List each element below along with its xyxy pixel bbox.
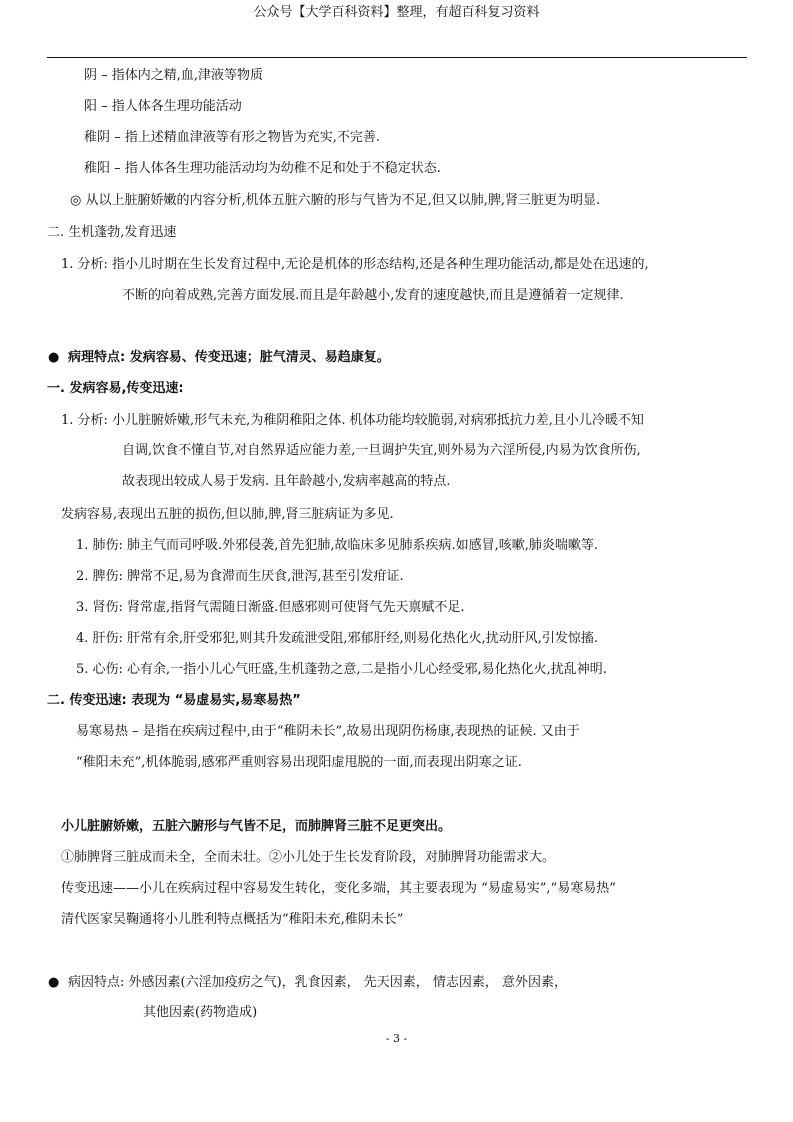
zhiyang-definition: 稚阳 – 指人体各生理功能活动均为幼稚不足和处于不稳定状态. xyxy=(84,161,441,176)
growth-analysis-line: 1. 分析: 指小儿时期在生长发育过程中,无论是机体的形态结构,还是各种生理功能活动,都是处在迅速的, xyxy=(61,257,649,272)
organ-item-liver: 4. 肝伤: 肝常有余,肝受邪犯,则其升发疏泄受阻,邪郁肝经,则易化热化火,扰动肝风,引发惊搐. xyxy=(76,631,598,646)
organ-item-heart: 5. 心伤: 心有余,一指小儿心气旺盛,生机蓬勃之意,二是指小儿心经受邪,易化热化火,扰乱神明. xyxy=(76,662,607,677)
pathology-heading: 病理特点: 发病容易、传变迅速；脏气清灵、易趋康复。 xyxy=(68,350,390,365)
summary-line: 清代医家吴鞠通将小儿胜利特点概括为“稚阳未充,稚阴未长” xyxy=(61,912,404,927)
zhiyin-definition: 稚阴 – 指上述精血津液等有形之物皆为充实,不完善. xyxy=(84,130,381,145)
cold-heat-line: 易寒易热 – 是指在疾病过程中,由于“稚阴未长”,故易出现阴伤杨康,表现热的证候. 又由于 xyxy=(76,724,580,739)
etiology-bullet: ● xyxy=(48,975,60,990)
section2-heading: 二. 传变迅速: 表现为 “易虚易实,易寒易热” xyxy=(47,693,301,708)
yang-definition: 阳 – 指人体各生理功能活动 xyxy=(84,99,242,114)
yin-definition: 阴 – 指体内之精,血,津液等物质 xyxy=(84,68,264,83)
pathology-analysis-line: 故表现出较成人易于发病. 且年龄越小,发病率越高的特点. xyxy=(122,474,451,489)
growth-heading: 二. 生机蓬勃,发育迅速 xyxy=(47,225,177,240)
pathology-analysis-line: 1. 分析: 小儿脏腑娇嫩,形气未充,为稚阴稚阳之体. 机体功能均较脆弱,对病邪抵抗力差,且小儿冷暖不知 xyxy=(61,413,644,428)
page-header: 公众号【大学百科资料】整理，有超百科复习资料 xyxy=(253,5,540,20)
pathology-analysis-line: 自调,饮食不懂自节,对自然界适应能力差,一旦调护失宜,则外易为六淫所侵,内易为饮食所伤, xyxy=(122,443,641,458)
cold-heat-line: “稚阳未充”,机体脆弱,感邪严重则容易出现阳虚甩脱的一面,而表现出阴寒之证. xyxy=(76,755,522,770)
summary-line: ①肺脾肾三脏成而未全，全而未壮。②小儿处于生长发育阶段，对肺脾肾功能需求大。 xyxy=(61,850,556,865)
organ-item-spleen: 2. 脾伤: 脾常不足,易为食滞而生厌食,泄泻,甚至引发疳证. xyxy=(76,569,404,584)
organ-item-lung: 1. 肺伤: 肺主气而司呼吸.外邪侵袭,首先犯肺,故临床多见肺系疾病.如感冒,咳嗽,肺炎喘嗽等. xyxy=(76,538,598,553)
page-number: - 3 - xyxy=(385,1032,408,1045)
summary-bold-line: 小儿脏腑娇嫩，五脏六腑形与气皆不足，而肺脾肾三脏不足更突出。 xyxy=(61,819,452,834)
organ-conclusion: ◎ 从以上脏腑娇嫩的内容分析,机体五脏六腑的形与气皆为不足,但又以肺,脾,肾三脏更为明显. xyxy=(70,193,601,208)
etiology-line: 其他因素(药物造成) xyxy=(143,1005,258,1020)
header-rule xyxy=(47,57,747,58)
organ-item-kidney: 3. 肾伤: 肾常虚,指肾气需随日渐盛.但感邪则可使肾气先天禀赋不足. xyxy=(76,600,465,615)
section1-heading: 一. 发病容易,传变迅速: xyxy=(47,381,184,396)
pathology-bullet: ● xyxy=(48,350,60,365)
summary-line: 传变迅速——小儿在疾病过程中容易发生转化，变化多端，其主要表现为 “易虚易实”,“易寒易热” xyxy=(61,881,616,896)
growth-analysis-line: 不断的向着成熟,完善方面发展.而且是年龄越小,发育的速度越快,而且是遵循着一定规律. xyxy=(122,288,624,303)
etiology-line: 病因特点: 外感因素(六淫加疫疠之气)，乳食因素， 先天因素， 情志因素， 意外因素， xyxy=(68,975,568,990)
five-organ-intro: 发病容易,表现出五脏的损伤,但以肺,脾,肾三脏病证为多见. xyxy=(61,507,394,522)
